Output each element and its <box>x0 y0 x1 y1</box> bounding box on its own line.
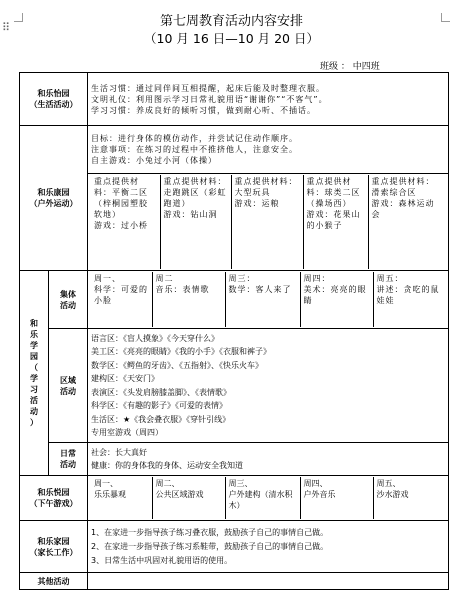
group-day-cell <box>225 272 300 327</box>
outdoor-col <box>231 175 303 269</box>
label-afternoon-top: 和乐悦园 <box>37 488 70 497</box>
group-day: 周四： <box>303 274 331 283</box>
afternoon-day-cell <box>373 477 445 519</box>
life-line: 文明礼仪：利用图示学习日常礼貌用语“谢谢你”“不客气”。 <box>91 94 328 104</box>
label-study-char: 学 <box>30 374 38 383</box>
outdoor-col <box>303 175 368 269</box>
group-content: 音乐：表情歌 <box>155 285 210 294</box>
label-afternoon <box>20 476 88 521</box>
row-other <box>20 573 449 590</box>
row-study-group <box>20 271 449 329</box>
content-family <box>88 521 449 573</box>
label-area-top: 区域 <box>60 375 76 385</box>
label-other: 其他活动 <box>20 573 88 590</box>
outdoor-col-game: 游戏：过小桥 <box>94 221 148 230</box>
group-day-cell <box>300 272 373 327</box>
outdoor-col <box>368 175 445 269</box>
afternoon-day-cell <box>91 477 152 519</box>
afternoon-content: 公共区域游戏 <box>155 490 204 499</box>
group-day-cell <box>91 272 152 327</box>
group-day-cell <box>152 272 225 327</box>
outdoor-col-head: 重点提供材料：大型玩具 <box>234 177 298 197</box>
afternoon-day: 周二、 <box>155 479 180 488</box>
outdoor-col <box>91 175 160 269</box>
content-outdoor <box>88 126 449 174</box>
class-label: 班级 ： 中四班 <box>320 62 380 72</box>
label-family <box>20 521 88 573</box>
label-outdoor-top: 和乐康园 <box>37 188 70 197</box>
label-study-char: 活 <box>30 396 38 405</box>
label-group <box>49 271 88 329</box>
afternoon-day-cell <box>152 477 225 519</box>
daily-line: 社会：长大真好 <box>91 448 147 457</box>
content-other <box>88 573 449 590</box>
row-study-area <box>20 329 449 443</box>
label-study-char: 乐 <box>30 330 38 339</box>
group-day: 周一、 <box>94 274 121 283</box>
afternoon-content: 乐乐暴观 <box>94 490 126 499</box>
outdoor-col-game: 游戏：花果山的小猴子 <box>306 210 361 230</box>
label-area-bottom: 活动 <box>60 386 76 396</box>
family-line: 2、在家进一步指导孩子练习系鞋带，鼓励孩子自己的事情自己做。 <box>91 541 329 551</box>
row-outdoor-text <box>20 126 449 174</box>
afternoon-day: 周三、 <box>228 479 253 488</box>
label-group-top: 集体 <box>60 289 76 299</box>
daily-line: 健康：你的身体我的身体、运动安全我知道 <box>91 461 243 470</box>
content-area <box>88 329 449 443</box>
area-line: 建构区：《天安门》 <box>91 374 159 383</box>
label-study-char: （ <box>30 363 38 372</box>
label-afternoon-bottom: （下午游戏） <box>29 499 78 508</box>
group-content: 美术：亮亮的眼睛 <box>303 285 367 305</box>
group-day: 周五： <box>376 274 404 283</box>
schedule-table <box>19 72 449 590</box>
outdoor-col <box>160 175 231 269</box>
label-life <box>20 73 88 126</box>
area-line: 专用室游戏（周四） <box>91 428 163 437</box>
group-day: 周二 <box>155 274 174 283</box>
life-line: 学习习惯：养成良好的倾听习惯，做到耐心听、不插话。 <box>91 105 316 115</box>
afternoon-content: 户外音乐 <box>303 490 336 499</box>
label-life-top: 和乐怡园 <box>37 89 70 98</box>
content-daily <box>88 443 449 476</box>
outdoor-col-head: 重点提供材料：球类二区（操场西） <box>306 177 361 208</box>
label-family-bottom: （家长工作） <box>29 547 78 557</box>
label-life-bottom: （生活活动） <box>29 100 78 109</box>
label-study <box>20 271 49 476</box>
outdoor-line: 目标：进行身体的模仿动作，并尝试记住动作顺序。 <box>91 134 298 143</box>
outdoor-line: 注意事项：在练习的过程中不推挤他人，注意安全。 <box>91 145 298 154</box>
group-days <box>88 271 449 329</box>
label-study-char: 园 <box>30 352 38 361</box>
group-content: 科学：可爱的小脸 <box>94 285 148 305</box>
document-title: 第七周教育活动内容安排 <box>159 14 303 29</box>
label-study-char: 动 <box>30 407 38 416</box>
label-study-char: 学 <box>30 341 38 350</box>
label-outdoor <box>20 126 88 271</box>
outdoor-col-head: 重点提供材料：走跑跳区（彩虹跑道） <box>163 177 227 208</box>
label-daily-bottom: 活动 <box>60 460 76 469</box>
label-study-char: 习 <box>30 385 38 394</box>
label-daily-top: 日常 <box>60 449 76 458</box>
group-content: 讲述：贪吃的鼠娃娃 <box>376 285 440 305</box>
afternoon-day: 周四、 <box>303 479 328 488</box>
family-line: 1、在家进一步指导孩子练习叠衣服，鼓励孩子自己的事情自己做。 <box>91 527 329 537</box>
afternoon-content: 沙水游戏 <box>376 490 409 499</box>
label-group-bottom: 活动 <box>60 300 76 310</box>
label-area <box>49 329 88 443</box>
content-life <box>88 73 449 126</box>
drag-handle-icon[interactable]: ⠿ <box>2 21 10 34</box>
outdoor-col-head: 重点提供材料：平衡二区（梓桐园塑胶软地） <box>94 177 148 219</box>
outdoor-line: 自主游戏：小兔过小河（体操） <box>91 156 217 165</box>
group-content: 数学：客人来了 <box>228 285 292 294</box>
outdoor-col-game: 游戏：森林运动会 <box>371 199 435 219</box>
label-study-char: 和 <box>30 319 38 328</box>
label-outdoor-bottom: （户外运动） <box>29 199 78 208</box>
afternoon-content: 户外建构（清水积木） <box>228 490 293 510</box>
group-day: 周三： <box>228 274 256 283</box>
area-line: 科学区：《有趣的影子》《可爱的表情》 <box>91 401 227 410</box>
row-afternoon <box>20 476 449 521</box>
family-line: 3、日常生活中巩固对礼貌用语的使用。 <box>91 555 233 565</box>
life-line: 生活习惯：通过同伴间互相提醒，起床后能及时整理衣服。 <box>91 83 325 93</box>
row-family <box>20 521 449 573</box>
area-line: 表演区：《头发肩膀膝盖脚》、《表情歌》 <box>91 387 231 397</box>
label-daily <box>49 443 88 476</box>
area-line: 生活区：★《我会叠衣服》《穿针引线》 <box>91 414 231 424</box>
row-study-daily <box>20 443 449 476</box>
afternoon-day: 周五、 <box>376 479 401 488</box>
outdoor-col-game: 游戏：运粮 <box>234 199 280 208</box>
group-day-cell <box>373 272 445 327</box>
document-subtitle: （10 月 16 日—10 月 20 日） <box>144 31 319 46</box>
outdoor-columns <box>88 174 449 271</box>
area-line: 语言区：《盲人摸象》《今天穿什么》 <box>91 333 219 343</box>
afternoon-day-cell <box>300 477 373 519</box>
area-line: 美工区：《亮亮的眼睛》《我的小手》《衣服和裤子》 <box>91 347 271 356</box>
label-family-top: 和乐家园 <box>37 536 70 546</box>
outdoor-col-head: 重点提供材料：滑索综合区 <box>371 177 435 197</box>
area-line: 数学区：《鳄鱼的牙齿》、《五指射》、《快乐火车》 <box>91 360 263 370</box>
outdoor-col-game: 游戏：钻山洞 <box>163 210 218 219</box>
afternoon-day: 周一、 <box>94 479 118 488</box>
afternoon-days <box>88 476 449 521</box>
afternoon-day-cell <box>225 477 300 519</box>
label-study-char: ） <box>30 418 38 427</box>
row-life <box>20 73 449 126</box>
